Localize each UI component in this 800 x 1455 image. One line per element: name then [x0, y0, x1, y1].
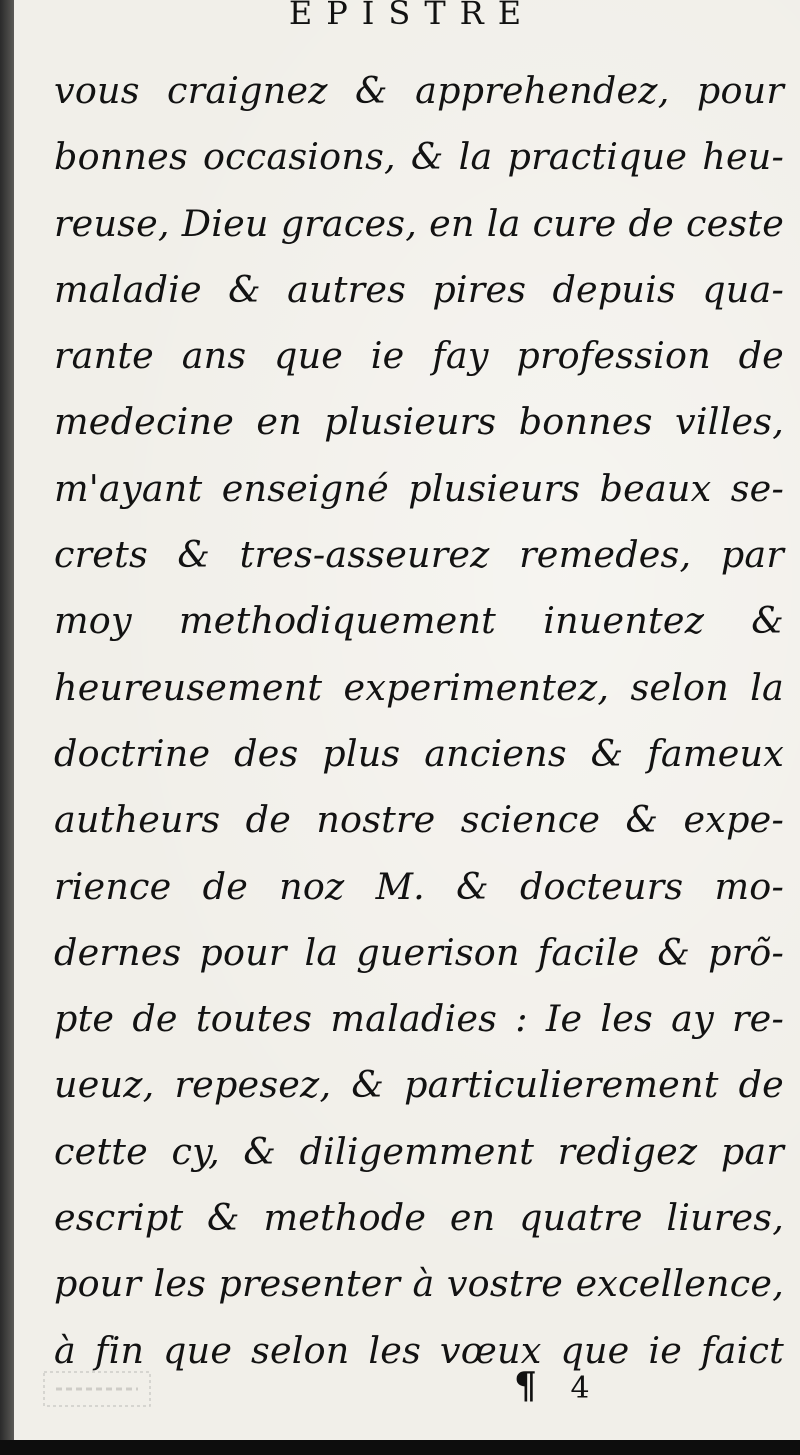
text-line: dernes pour la guerison facile & prõ-: [54, 930, 784, 974]
text-line: pte de toutes maladies : Ie les ay re-: [54, 997, 784, 1041]
text-line: medecine en plusieurs bonnes villes,: [54, 400, 784, 444]
page-gutter-shadow: [0, 0, 14, 1455]
text-line: moy methodiquement inuentez &: [54, 599, 784, 643]
pilcrow-signature: ¶: [514, 1365, 537, 1407]
text-line: heureusement experimentez, selon la: [54, 665, 784, 709]
text-line: pour les presenter à vostre excellence,: [54, 1262, 784, 1306]
text-line: cette cy, & diligemment redigez par: [54, 1129, 784, 1173]
bottom-shadow: [0, 1440, 800, 1455]
text-line: autheurs de nostre science & expe-: [54, 798, 784, 842]
text-line: rante ans que ie fay profession de: [54, 334, 784, 378]
text-line: à fin que selon les vœux que ie faict: [54, 1328, 784, 1372]
signature-number: 4: [570, 1371, 590, 1406]
text-line: maladie & autres pires depuis qua-: [54, 267, 784, 311]
text-line: crets & tres-asseurez remedes, par: [54, 533, 784, 577]
text-line: vous craignez & apprehendez, pour: [54, 69, 784, 112]
signature-mark: [514, 1365, 590, 1407]
text-line: doctrine des plus anciens & fameux: [54, 731, 784, 775]
text-line: ueuz, repesez, & particulierement de: [54, 1063, 784, 1107]
text-line: m'ayant enseigné plusieurs beaux se-: [54, 466, 784, 510]
book-page: [14, 0, 800, 1440]
text-line: reuse, Dieu graces, en la cure de ceste: [54, 201, 784, 245]
text-line: rience de noz M. & docteurs mo-: [54, 864, 784, 908]
text-line: bonnes occasions, & la practique heu-: [54, 135, 784, 179]
text-line: escript & methode en quatre liures,: [54, 1196, 784, 1240]
running-head: EPISTRE: [288, 0, 536, 32]
body-text: [54, 58, 784, 1384]
library-stamp-mark: [42, 1368, 152, 1410]
